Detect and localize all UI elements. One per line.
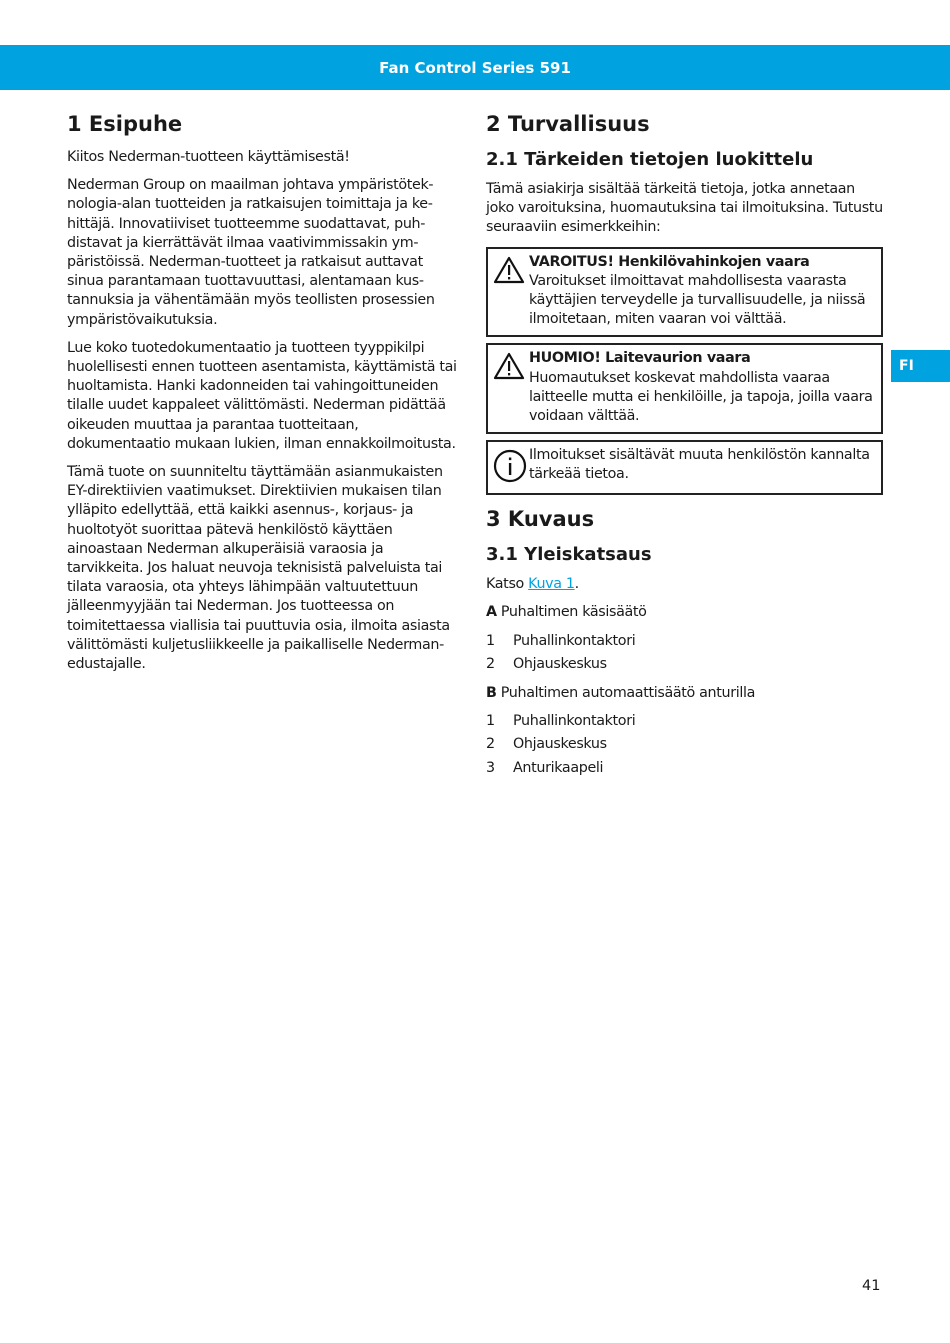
caution-triangle-icon bbox=[493, 349, 529, 426]
caution-text: Huomautukset koskevat mahdollista vaaraa laitteelle mutta ei henkilöille, ja tapoja, joilla vaara voidaan välttää. bbox=[529, 369, 873, 425]
notice-text: Ilmoitukset sisältävät muuta henkilöstön kannalta tärkeää tietoa. bbox=[529, 447, 870, 483]
warning-text: Varoitukset ilmoittavat mahdollisesta vaarasta käyttäjien terveydelle ja turvallisuudelle, ja niissä ilmoitetaan, miten vaaran voi välttää. bbox=[529, 272, 866, 328]
notice-box bbox=[486, 440, 883, 495]
list-item-text: Ohjauskeskus bbox=[513, 656, 607, 673]
group-a-list bbox=[486, 632, 883, 675]
header-bar bbox=[0, 45, 950, 90]
warning-box bbox=[486, 247, 883, 338]
heading-kuvaus: 3 Kuvaus bbox=[486, 507, 595, 532]
list-item-text: Puhallinkontaktori bbox=[513, 632, 636, 649]
list-item-number: 1 bbox=[486, 632, 495, 649]
left-column bbox=[67, 108, 461, 683]
heading-luokittelu: 2.1 Tärkeiden tietojen luokittelu bbox=[486, 149, 814, 170]
language-tab: FI bbox=[891, 350, 950, 382]
paragraph-see-figure bbox=[486, 575, 883, 594]
paragraph-company: Nederman Group on maailman johtava ympäristöteknologia-alan tuotteiden ja ratkaisujen toimittaja ja kehittäjä. Innovatiiviset tuotteemme suodattavat, puhdistavat ja kierrättävät ilmaa vaativimmissakin ympäristöissä. Nederman-tuotteet ja ratkaisut auttavat sinua parantamaan tuottavuuttasi, alentamaan kustannuksia ja vähentämään myös teollisten prosessien ympäristövaikutuksia. bbox=[67, 177, 435, 328]
group-a-label bbox=[486, 603, 883, 622]
see-suffix: . bbox=[574, 576, 579, 593]
list-item bbox=[486, 655, 883, 674]
heading-yleiskatsaus: 3.1 Yleiskatsaus bbox=[486, 544, 652, 566]
list-item-text: Puhallinkontaktori bbox=[513, 712, 636, 729]
group-b-letter: B bbox=[486, 684, 497, 701]
paragraph-documentation: Lue koko tuotedokumentaatio ja tuotteen tyyppikilpi huolellisesti ennen tuotteen asentamista, käyttämistä tai huoltamista. Hanki kadonneiden tai vahingoittuneiden tilalle uudet kappaleet välittömästi. Nederman pidättää oikeuden muuttaa ja parantaa tuotteitaan, dokumentaatio mukaan lukien, ilman ennakkoilmoitusta. bbox=[67, 339, 457, 452]
group-a-text: Puhaltimen käsisäätö bbox=[496, 604, 647, 621]
paragraph-thanks: Kiitos Nederman-tuotteen käyttämisestä! bbox=[67, 149, 350, 165]
info-icon bbox=[493, 446, 529, 487]
figure-link[interactable]: Kuva 1 bbox=[528, 576, 575, 593]
list-item-number: 2 bbox=[486, 656, 495, 673]
list-item bbox=[486, 632, 883, 651]
group-b-label bbox=[486, 684, 883, 703]
page-number: 41 bbox=[862, 1278, 881, 1294]
paragraph-directives: Tämä tuote on suunniteltu täyttämään asianmukaisten EY-direktiivien vaatimukset. Direktiivien mukaisen tilan ylläpito edellyttää, että kaikki asennus-, korjaus- ja huoltotyöt suorittaa pätevä henkilöstö käyttäen ainoastaan Nederman alkuperäisiä varaosia ja tarvikkeita. Jos haluat neuvoja teknisistä palveluista tai tilata varaosia, ota yhteys lähimpään valtuutettuun jälleenmyyjään tai Nederman. Jos tuotteessa on toimitettaessa viallisia tai puuttuvia osia, ilmoita asiasta välittömästi kuljetusliikkeelle ja paikalliselle Nederman-edustajalle. bbox=[67, 464, 450, 673]
group-b-list bbox=[486, 712, 883, 779]
warning-title: VAROITUS! Henkilövahinkojen vaara bbox=[529, 253, 810, 270]
group-a-letter: A bbox=[486, 604, 497, 621]
list-item bbox=[486, 735, 883, 754]
document-title: Fan Control Series 591 bbox=[379, 58, 571, 77]
list-item-text: Ohjauskeskus bbox=[513, 736, 607, 753]
heading-turvallisuus: 2 Turvallisuus bbox=[486, 112, 650, 136]
warning-triangle-icon bbox=[493, 253, 529, 330]
list-item-number: 3 bbox=[486, 760, 495, 777]
caution-box bbox=[486, 343, 883, 434]
list-item-number: 2 bbox=[486, 736, 495, 753]
heading-esipuhe: 1 Esipuhe bbox=[67, 112, 183, 136]
list-item bbox=[486, 712, 883, 731]
list-item bbox=[486, 759, 883, 778]
see-prefix: Katso bbox=[486, 576, 529, 593]
right-column bbox=[486, 108, 883, 787]
list-item-number: 1 bbox=[486, 712, 495, 729]
list-item-text: Anturikaapeli bbox=[513, 760, 604, 777]
caution-title: HUOMIO! Laitevaurion vaara bbox=[529, 350, 751, 367]
paragraph-intro: Tämä asiakirja sisältää tärkeitä tietoja, jotka annetaan joko varoituksina, huomautuksina tai ilmoituksina. Tutustu seuraaviin esimerkkeihin: bbox=[486, 181, 883, 236]
group-b-text: Puhaltimen automaattisäätö anturilla bbox=[496, 684, 756, 701]
